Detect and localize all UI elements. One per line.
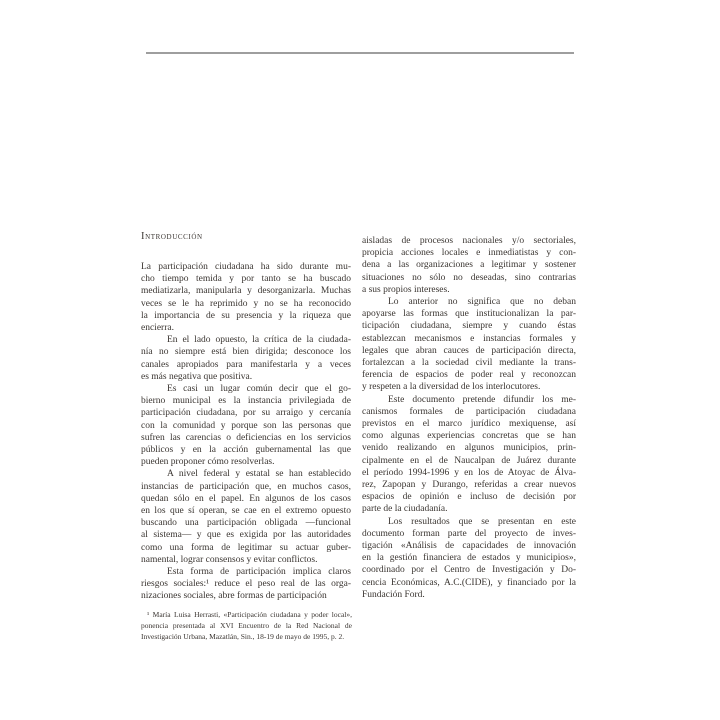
paragraph bbox=[141, 334, 351, 383]
text-line: Los resultados que se presentan en este bbox=[388, 516, 576, 527]
text-line: sufren las carencias o deficiencias en los servicios bbox=[141, 432, 351, 443]
text-line: cencia Económicas, A.C.(CIDE), y financiado por la bbox=[362, 577, 576, 588]
text-line: en la gestión financiera de estados y municipios», bbox=[362, 553, 576, 564]
text-line: cipalmente en el de Naucalpan de Juárez durante bbox=[362, 455, 576, 466]
text-line: En el lado opuesto, la crítica de la ciudada- bbox=[167, 335, 351, 346]
text-line: pueden proponer cómo resolverlas. bbox=[141, 457, 275, 468]
paragraph bbox=[362, 516, 576, 601]
text-line: aisladas de procesos nacionales y/o sectoriales, bbox=[362, 236, 576, 246]
paragraph bbox=[141, 261, 351, 334]
text-line: Fundación Ford. bbox=[362, 589, 425, 600]
text-line: Investigación Urbana, Mazatlán, Sin., 18-19 de mayo de 1995, p. 2. bbox=[141, 632, 345, 641]
text-line: fortalezcan a la sociedad civil mediante la trans- bbox=[362, 358, 576, 369]
paragraph bbox=[141, 566, 351, 603]
text-line: buscando una participación obligada —funcional bbox=[141, 518, 351, 529]
text-line: y respeten a la diversidad de los interlocutores. bbox=[362, 382, 541, 393]
text-line: la importancia de su presencia y la riqueza que bbox=[141, 310, 351, 321]
text-line: establezcan mecanismos e instancias formales y bbox=[362, 333, 576, 344]
text-line: bierno municipal es la instancia privilegiada de bbox=[141, 396, 351, 407]
text-line: Lo anterior no significa que no deban bbox=[388, 297, 576, 308]
text-line: ¹ María Luisa Herrasti, «Participación ciudadana y poder local», bbox=[147, 610, 352, 619]
section-heading: Introducción bbox=[141, 231, 203, 242]
paragraph bbox=[141, 383, 351, 468]
text-line: dena a las organizaciones a legitimar y sostener bbox=[362, 260, 576, 271]
right-column bbox=[362, 235, 576, 601]
text-line: nía no siempre está bien dirigida; desconoce los bbox=[141, 347, 351, 358]
text-line: parte de la ciudadanía. bbox=[362, 504, 448, 515]
text-line: cho tiempo temida y por tanto se ha buscado bbox=[141, 274, 351, 285]
text-line: nizaciones sociales, abre formas de participación bbox=[141, 591, 327, 602]
text-line: es más negativa que positiva. bbox=[141, 371, 253, 382]
text-line: como algunas experiencias concretas que se han bbox=[362, 431, 576, 442]
paragraph bbox=[141, 468, 351, 566]
text-line: La participación ciudadana ha sido durante mu- bbox=[141, 262, 351, 272]
text-line: previstos en el marco jurídico mexiquense, así bbox=[362, 419, 576, 430]
text-line: como una forma de legitimar su actuar guber- bbox=[141, 542, 351, 553]
text-line: espacios de opinión e incluso de decisión por bbox=[362, 492, 576, 503]
text-line: mediatizarla, manipularla y desorganizarla. Muchas bbox=[141, 286, 351, 297]
text-line: Este documento pretende difundir los me- bbox=[388, 394, 576, 405]
text-line: coordinado por el Centro de Investigación y Do- bbox=[362, 565, 576, 576]
left-column bbox=[141, 261, 351, 603]
text-line: con la comunidad y porque son las personas que bbox=[141, 420, 351, 431]
text-line: legales que abran cauces de participación directa, bbox=[362, 345, 576, 356]
text-line: namental, lograr consensos y evitar conflictos. bbox=[141, 554, 318, 565]
text-line: ticipación ciudadana, siempre y cuando éstas bbox=[362, 321, 576, 332]
text-line: al sistema— y que es exigida por las autoridades bbox=[141, 530, 351, 541]
paragraph bbox=[362, 235, 576, 296]
paragraph bbox=[362, 296, 576, 394]
text-line: riesgos sociales:¹ reduce el peso real de las orga- bbox=[141, 579, 351, 590]
page-top-rule bbox=[146, 52, 574, 54]
text-line: Esta forma de participación implica claros bbox=[167, 567, 351, 578]
text-line: participación ciudadana, por su arraigo y cercanía bbox=[141, 408, 351, 419]
text-line: ferencia de espacios de poder real y reconozcan bbox=[362, 370, 576, 381]
text-line: A nivel federal y estatal se han establecido bbox=[167, 469, 351, 480]
text-line: tigación «Análisis de capacidades de innovación bbox=[362, 541, 576, 552]
text-line: encierra. bbox=[141, 323, 174, 334]
text-line: canales apropiados para manifestarla y a veces bbox=[141, 359, 351, 370]
text-line: canismos formales de participación ciudadana bbox=[362, 406, 576, 417]
text-line: documento forman parte del proyecto de inves- bbox=[362, 528, 576, 539]
text-line: instancias de participación que, en muchos casos, bbox=[141, 481, 351, 492]
text-line: propicia acciones locales e inmediatistas y con- bbox=[362, 248, 576, 259]
text-line: situaciones no sólo no deseadas, sino contrarias bbox=[362, 272, 576, 283]
text-line: públicos y en la acción gubernamental las que bbox=[141, 445, 351, 456]
text-line: venido realizando en algunos municipios, prin- bbox=[362, 443, 576, 454]
text-line: Es casi un lugar común decir que el go- bbox=[167, 384, 351, 395]
paragraph bbox=[141, 609, 352, 642]
text-line: quedan sólo en el papel. En algunos de los casos bbox=[141, 493, 351, 504]
text-line: veces se le ha reprimido y no se ha reconocido bbox=[141, 298, 351, 309]
paragraph bbox=[362, 394, 576, 516]
text-line: en los que sí operan, se cae en el extremo opuesto bbox=[141, 506, 351, 517]
text-line: el período 1994-1996 y en los de Atoyac de Álva- bbox=[362, 467, 576, 478]
text-line: rez, Zapopan y Durango, referidas a crear nuevos bbox=[362, 480, 576, 491]
text-line: ponencia presentada al XVI Encuentro de la Red Nacional de bbox=[141, 621, 352, 630]
footnote bbox=[141, 609, 352, 642]
text-line: a sus propios intereses. bbox=[362, 284, 450, 295]
text-line: apoyarse las formas que institucionalizan la par- bbox=[362, 309, 576, 320]
